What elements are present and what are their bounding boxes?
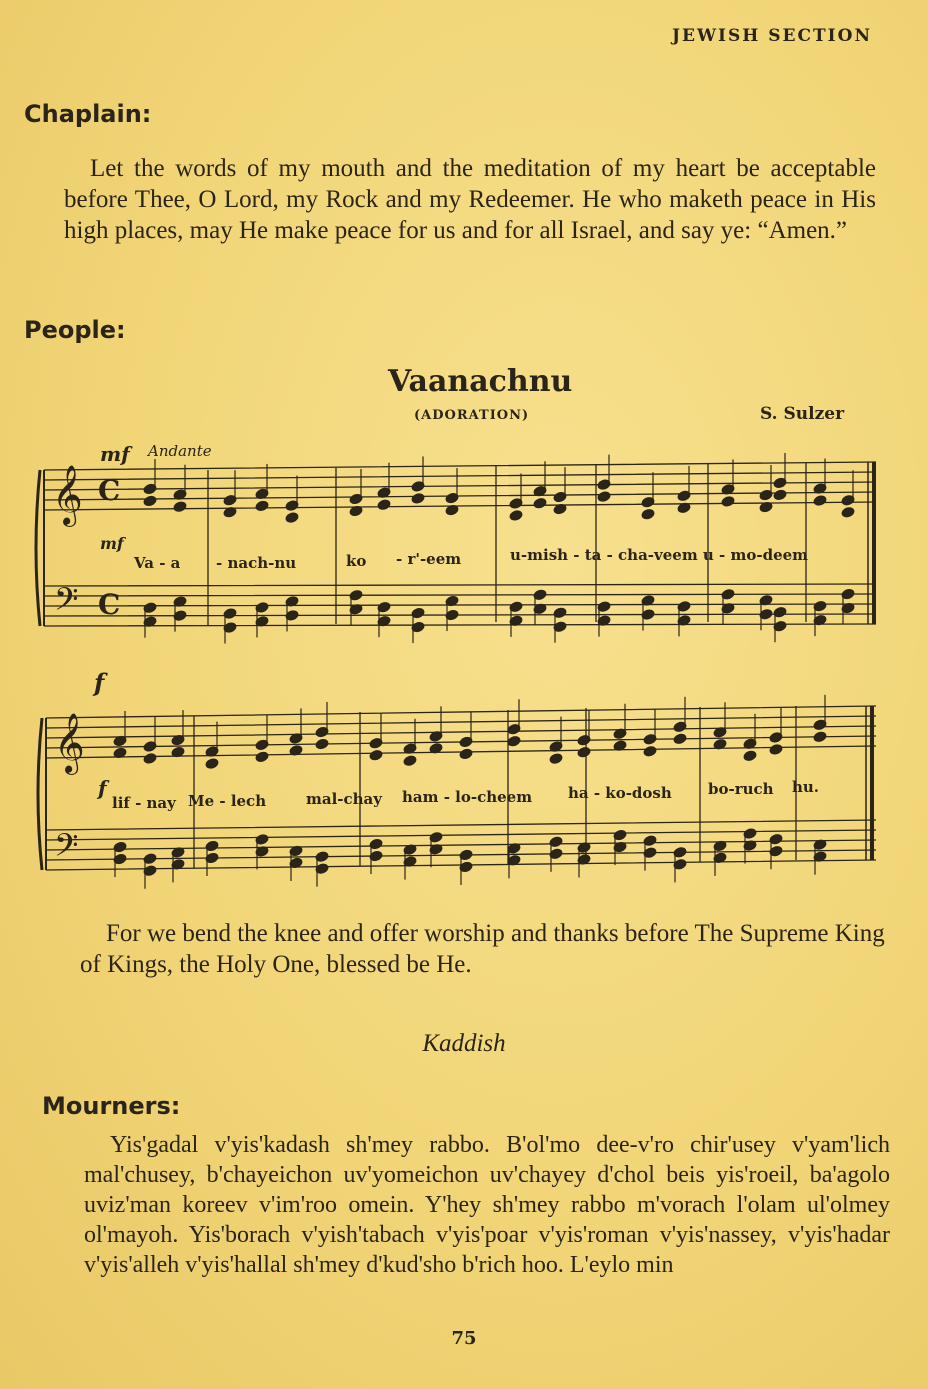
- lyric-2-7: hu.: [792, 778, 820, 796]
- note-head: [721, 495, 735, 507]
- mourners-text: [84, 1130, 890, 1280]
- mourners-text-body: Yis'gadal v'yis'kadash sh'mey rabbo. B'ol'mo dee-v'ro chir'usey v'yam'lich mal'chusey, b'chayeichon uv'yomeichon uv'chayey d'chol beis yis'roeil, ba'agolo uviz'man koreev v'im'roo omein. Y'hey sh'mey rabbo m'vorach l'olam ul'olmey ol'mayoh. Yis'borach v'yish'tabach v'yis'poar v'yis'roman v'yis'nassey, v'yis'hadar v'yis'alleh v'yis'hallal sh'mey d'kud'sho b'rich hoo. L'eylo min: [84, 1132, 890, 1278]
- note-head: [285, 512, 299, 524]
- song-title: Vaanachnu: [388, 364, 573, 399]
- note-head: [597, 491, 611, 503]
- tempo-marking: Andante: [148, 442, 212, 460]
- note-head: [255, 500, 269, 512]
- note-head: [841, 506, 855, 518]
- note-head: [369, 749, 383, 761]
- lyric-1-5: u-mish - ta - cha-veem u - mo-deem: [510, 546, 809, 564]
- clefs-and-meters: [52, 465, 120, 871]
- note-head: [773, 489, 787, 501]
- note-head: [315, 738, 329, 750]
- note-head: [641, 508, 655, 520]
- dynamic-f-lyric: f: [98, 776, 107, 800]
- kaddish-title: Kaddish: [422, 1030, 506, 1057]
- chaplain-label: Chaplain:: [24, 100, 152, 128]
- note-head: [255, 751, 269, 763]
- note-head: [143, 752, 157, 764]
- chaplain-text-body: Let the words of my mouth and the meditation of my heart be acceptable before Thee, O Lord, my Rock and my Redeemer. He who maketh peace in His high places, may He make peace for us and for all Israel, and say ye: “Amen.”: [64, 155, 876, 244]
- lyric-2-4: ham - lo-cheem: [402, 788, 533, 806]
- note-head: [549, 753, 563, 765]
- note-head: [743, 750, 757, 762]
- note-head: [507, 735, 521, 747]
- dynamic-mf-top: mf: [100, 442, 130, 466]
- lyric-2-2: Me - lech: [188, 792, 267, 810]
- closing-text-body: For we bend the knee and offer worship and thanks before The Supreme King of Kings, the Holy One, blessed be He.: [80, 920, 885, 978]
- treble-clef-2: 𝄞: [54, 713, 85, 773]
- bass-clef-2: 𝄢: [54, 827, 79, 871]
- note-head: [205, 758, 219, 770]
- treble-clef-1: 𝄞: [52, 465, 83, 525]
- song-subtitle: (ADORATION): [414, 408, 530, 423]
- note-head: [769, 743, 783, 755]
- note-head: [143, 495, 157, 507]
- lyric-2-3: mal-chay: [306, 790, 382, 808]
- lyric-2-5: ha - ko-dosh: [568, 784, 672, 802]
- time-signature-2: C: [98, 588, 121, 621]
- note-head: [813, 495, 827, 507]
- note-heads: [113, 453, 855, 889]
- lyric-1-3: ko: [346, 552, 367, 570]
- lyric-1-1: Va - a: [134, 554, 181, 572]
- page-number: 75: [451, 1328, 477, 1349]
- note-head: [643, 745, 657, 757]
- mourners-label: Mourners:: [42, 1092, 181, 1120]
- lyric-1-4: - r'-eem: [396, 550, 462, 568]
- note-head: [577, 746, 591, 758]
- composer: S. Sulzer: [760, 404, 845, 424]
- dynamic-mf-lyric: mf: [100, 534, 124, 553]
- lyric-2-6: bo-ruch: [708, 780, 774, 798]
- bass-clef-1: 𝄢: [54, 581, 79, 625]
- dynamic-f-top: f: [94, 668, 105, 697]
- note-head: [533, 497, 547, 509]
- lyric-1-2: - nach-nu: [216, 554, 297, 572]
- note-head: [673, 733, 687, 745]
- lyric-2-1: lif - nay: [112, 794, 176, 812]
- note-head: [411, 492, 425, 504]
- closing-text: [80, 918, 890, 980]
- note-head: [403, 755, 417, 767]
- section-header: JEWISH SECTION: [671, 26, 872, 46]
- note-head: [173, 501, 187, 513]
- note-head: [459, 748, 473, 760]
- note-head: [377, 499, 391, 511]
- time-signature-1: C: [98, 474, 121, 507]
- note-head: [509, 509, 523, 521]
- note-head: [813, 731, 827, 743]
- people-label: People:: [24, 316, 126, 344]
